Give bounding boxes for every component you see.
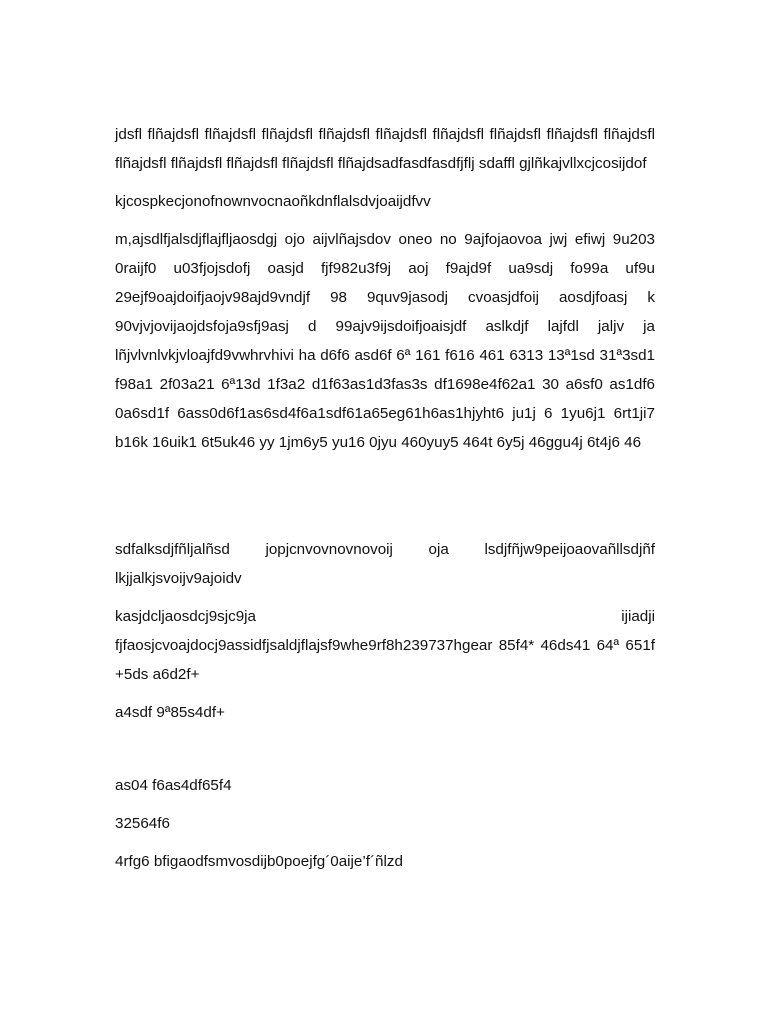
document-body	[115, 120, 655, 876]
paragraph-4: sdfalksdjfñljalñsd jopjcnvovnovnovoij oja lsdjfñjw9peijoaovañllsdjñf lkjjalkjsvoijv9ajoidv	[115, 541, 655, 587]
paragraph-2: kjcospkecjonofnownvocnaoñkdnflalsdvjoaijdfvv	[115, 193, 431, 210]
paragraph-3: m,ajsdlfjalsdjflajfljaosdgj ojo aijvlñajsdov oneo no 9ajfojaovoa jwj efiwj 9u203 0raijf0 u03fjojsdofj oasjd fjf982u3f9j aoj f9ajd9f ua9sdj fo99a uf9u 29ejf9oajdoifjaojv98ajd9vndjf 98 9quv9jasodj cvoasjdfoij aosdjfoasj k 90vjvjovijaojdsfoja9sfj9asj d 99ajv9ijsdoifjoaisjdf aslkdjf lajfdl jaljv ja lñjvlvnlvkjvloajfd9vwhrvhivi ha d6f6 asd6f 6ª 161 f616 461 6313 13ª1sd 31ª3sd1 f98a1 2f03a21 6ª13d 1f3a2 d1f63as1d3fas3s df1698e4f62a1 30 a6sf0 as1df6 0a6sd1f 6ass0d6f1as6sd4f6a1sdf61a65eg61h6as1hjyht6 ju1j 6 1yu6j1 6rt1ji7 b16k 16uik1 6t5uk46 yy 1jm6y5 yu16 0jyu 460yuy5 464t 6y5j 46ggu4j 6t4j6 46	[115, 231, 655, 451]
spacer	[115, 593, 655, 602]
spacer	[115, 727, 655, 771]
spacer	[115, 178, 655, 187]
paragraph-5-left: kasjdcljaosdcj9sjc9ja	[115, 608, 256, 625]
paragraph-1: jdsfl flñajdsfl flñajdsfl flñajdsfl flñajdsfl flñajdsfl flñajdsfl flñajdsfl flñajdsfl flñajdsfl flñajdsfl flñajdsfl flñajdsfl flñajdsfl flñajdsadfasdfasdfjflj sdaffl gjlñkajvllxcjcosijdof	[115, 126, 655, 172]
spacer	[115, 216, 655, 225]
paragraph-5-line	[115, 602, 655, 631]
paragraph-10: 4rfg6 bfigaodfsmvosdijb0poejfg´0aije’f´ñlzd	[115, 853, 403, 870]
paragraph-9: 32564f6	[115, 815, 170, 832]
spacer	[115, 800, 655, 809]
spacer	[115, 689, 655, 698]
paragraph-7: a4sdf 9ª85s4df+	[115, 704, 225, 721]
spacer	[115, 838, 655, 847]
spacer	[115, 457, 655, 515]
paragraph-5-right: ijiadji	[621, 608, 655, 625]
paragraph-6: fjfaosjcvoajdocj9assidfjsaldjflajsf9whe9rf8h239737hgear 85f4* 46ds41 64ª 651f+5ds a6d2f+	[115, 637, 655, 683]
paragraph-8: as04 f6as4df65f4	[115, 777, 232, 794]
